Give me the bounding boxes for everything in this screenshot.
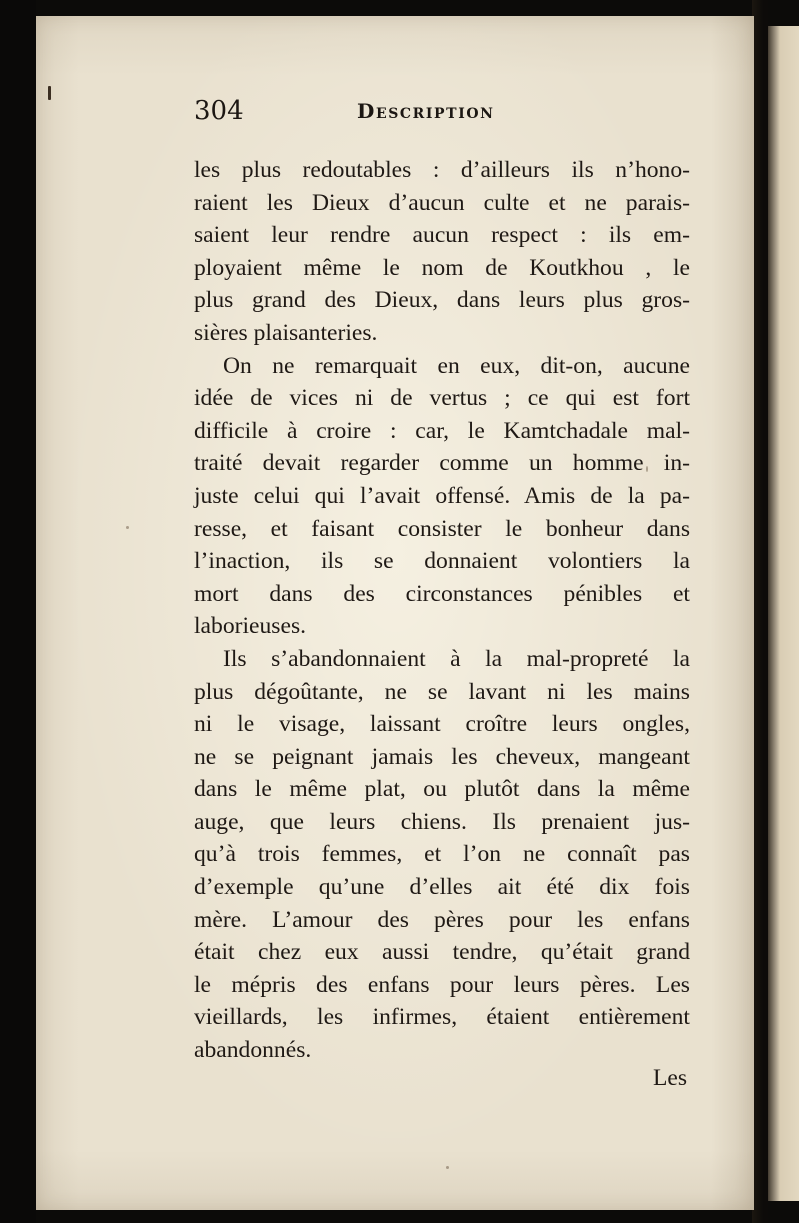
facing-page-edge [766,26,799,1201]
paper-speck [126,526,129,529]
text-line: l’inaction, ils se donnaient volontiers la [194,548,690,575]
text-line: On ne remarquait en eux, dit-on, aucune [223,352,690,379]
left-gutter [0,0,36,1223]
page-edge-shadow [752,0,768,1223]
text-line: laborieuses. [194,613,307,640]
body-text [194,154,690,1067]
text-line: auge, que leurs chiens. Ils prenaient jus- [194,808,690,835]
text-line: qu’à trois femmes, et l’on ne connaît pas [194,841,690,868]
text-line: resse, et faisant consister le bonheur dans [194,515,690,542]
text-line: ployaient même le nom de Koutkhou , le [194,254,690,281]
paper-speck [446,1166,449,1169]
text-line: traité devait regarder comme un homme in- [194,450,690,477]
text-line: mort dans des circonstances pénibles et [194,580,690,607]
text-line: raient les Dieux d’aucun culte et ne parais- [194,189,690,216]
page-number: 304 [194,96,244,126]
text-line: sières plaisanteries. [194,319,378,346]
text-line: mère. L’amour des pères pour les enfans [194,906,690,933]
running-head: Description [357,99,495,123]
text-line: juste celui qui l’avait offensé. Amis de la pa- [194,482,690,509]
text-line: ne se peignant jamais les cheveux, mangeant [194,743,690,770]
text-line: ni le visage, laissant croître leurs ongles, [194,711,690,738]
text-line: Ils s’abandonnaient à la mal-propreté la [223,645,690,672]
text-line: d’exemple qu’une d’elles ait été dix fois [194,874,690,901]
text-line: les plus redoutables : d’ailleurs ils n’hono- [194,157,690,183]
text-line: plus grand des Dieux, dans leurs plus gros- [194,287,690,314]
catchword: Les [653,1065,688,1091]
text-line: plus dégoûtante, ne se lavant ni les mains [194,678,690,705]
text-line: abandonnés. [194,1037,312,1064]
text-line: difficile à croire : car, le Kamtchadale mal- [194,417,690,444]
text-line: idée de vices ni de vertus ; ce qui est fort [194,385,690,412]
text-line: était chez eux aussi tendre, qu’était grand [194,939,690,966]
margin-mark [48,86,51,100]
text-line: dans le même plat, ou plutôt dans la même [194,776,690,803]
text-line: saient leur rendre aucun respect : ils em- [194,222,690,249]
text-line: le mépris des enfans pour leurs pères. Les [194,971,690,998]
text-line: vieillards, les infirmes, étaient entièrement [194,1004,690,1031]
